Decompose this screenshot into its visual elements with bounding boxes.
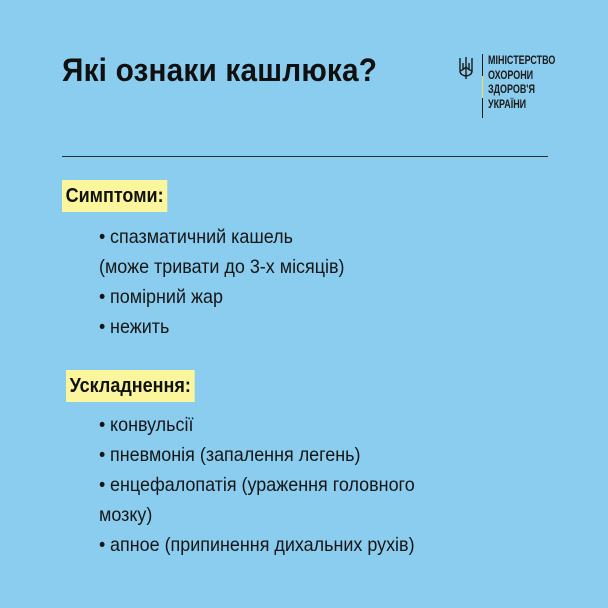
list-item <box>99 440 415 470</box>
ministry-name-line: МІНІСТЕРСТВО <box>488 55 556 67</box>
ministry-name-line: ЗДОРОВ'Я <box>488 84 535 96</box>
ministry-name <box>488 54 555 112</box>
bullet-icon: • <box>99 534 106 556</box>
bullet-icon: • <box>99 444 106 466</box>
list-item <box>99 530 415 560</box>
symptoms-heading: Симптоми: <box>62 180 167 212</box>
list-item-text: нежить <box>110 316 170 338</box>
list-item <box>99 470 415 530</box>
complications-list <box>99 410 442 560</box>
ministry-logo <box>457 54 567 124</box>
list-item-text: помірний жар <box>110 286 223 308</box>
list-item-text: спазматичний кашель <box>110 226 293 248</box>
list-item-text: апное (припинення дихальних рухів) <box>110 534 415 556</box>
header-divider <box>62 156 548 157</box>
list-item-text: конвульсії <box>110 414 194 436</box>
page-title: Які ознаки кашлюка? <box>62 52 378 88</box>
list-item-continuation: (може тривати до 3-х місяців) <box>99 256 345 278</box>
list-item-continuation: мозку) <box>99 504 153 526</box>
ministry-name-line: ОХОРОНИ <box>488 69 534 82</box>
list-item <box>99 222 345 282</box>
bullet-icon: • <box>99 316 106 338</box>
complications-heading: Ускладнення: <box>66 370 195 402</box>
logo-divider-accent <box>482 76 483 98</box>
bullet-icon: • <box>99 414 106 436</box>
ministry-name-line: УКРАЇНИ <box>488 98 527 111</box>
symptoms-list <box>99 222 366 342</box>
trident-icon <box>457 56 475 80</box>
list-item <box>99 312 345 342</box>
list-item-text: пневмонія (запалення легень) <box>110 444 361 466</box>
list-item <box>99 410 415 440</box>
bullet-icon: • <box>99 474 106 496</box>
bullet-icon: • <box>99 226 106 248</box>
bullet-icon: • <box>99 286 106 308</box>
list-item-text: енцефалопатія (ураження головного <box>110 474 415 496</box>
list-item <box>99 282 345 312</box>
